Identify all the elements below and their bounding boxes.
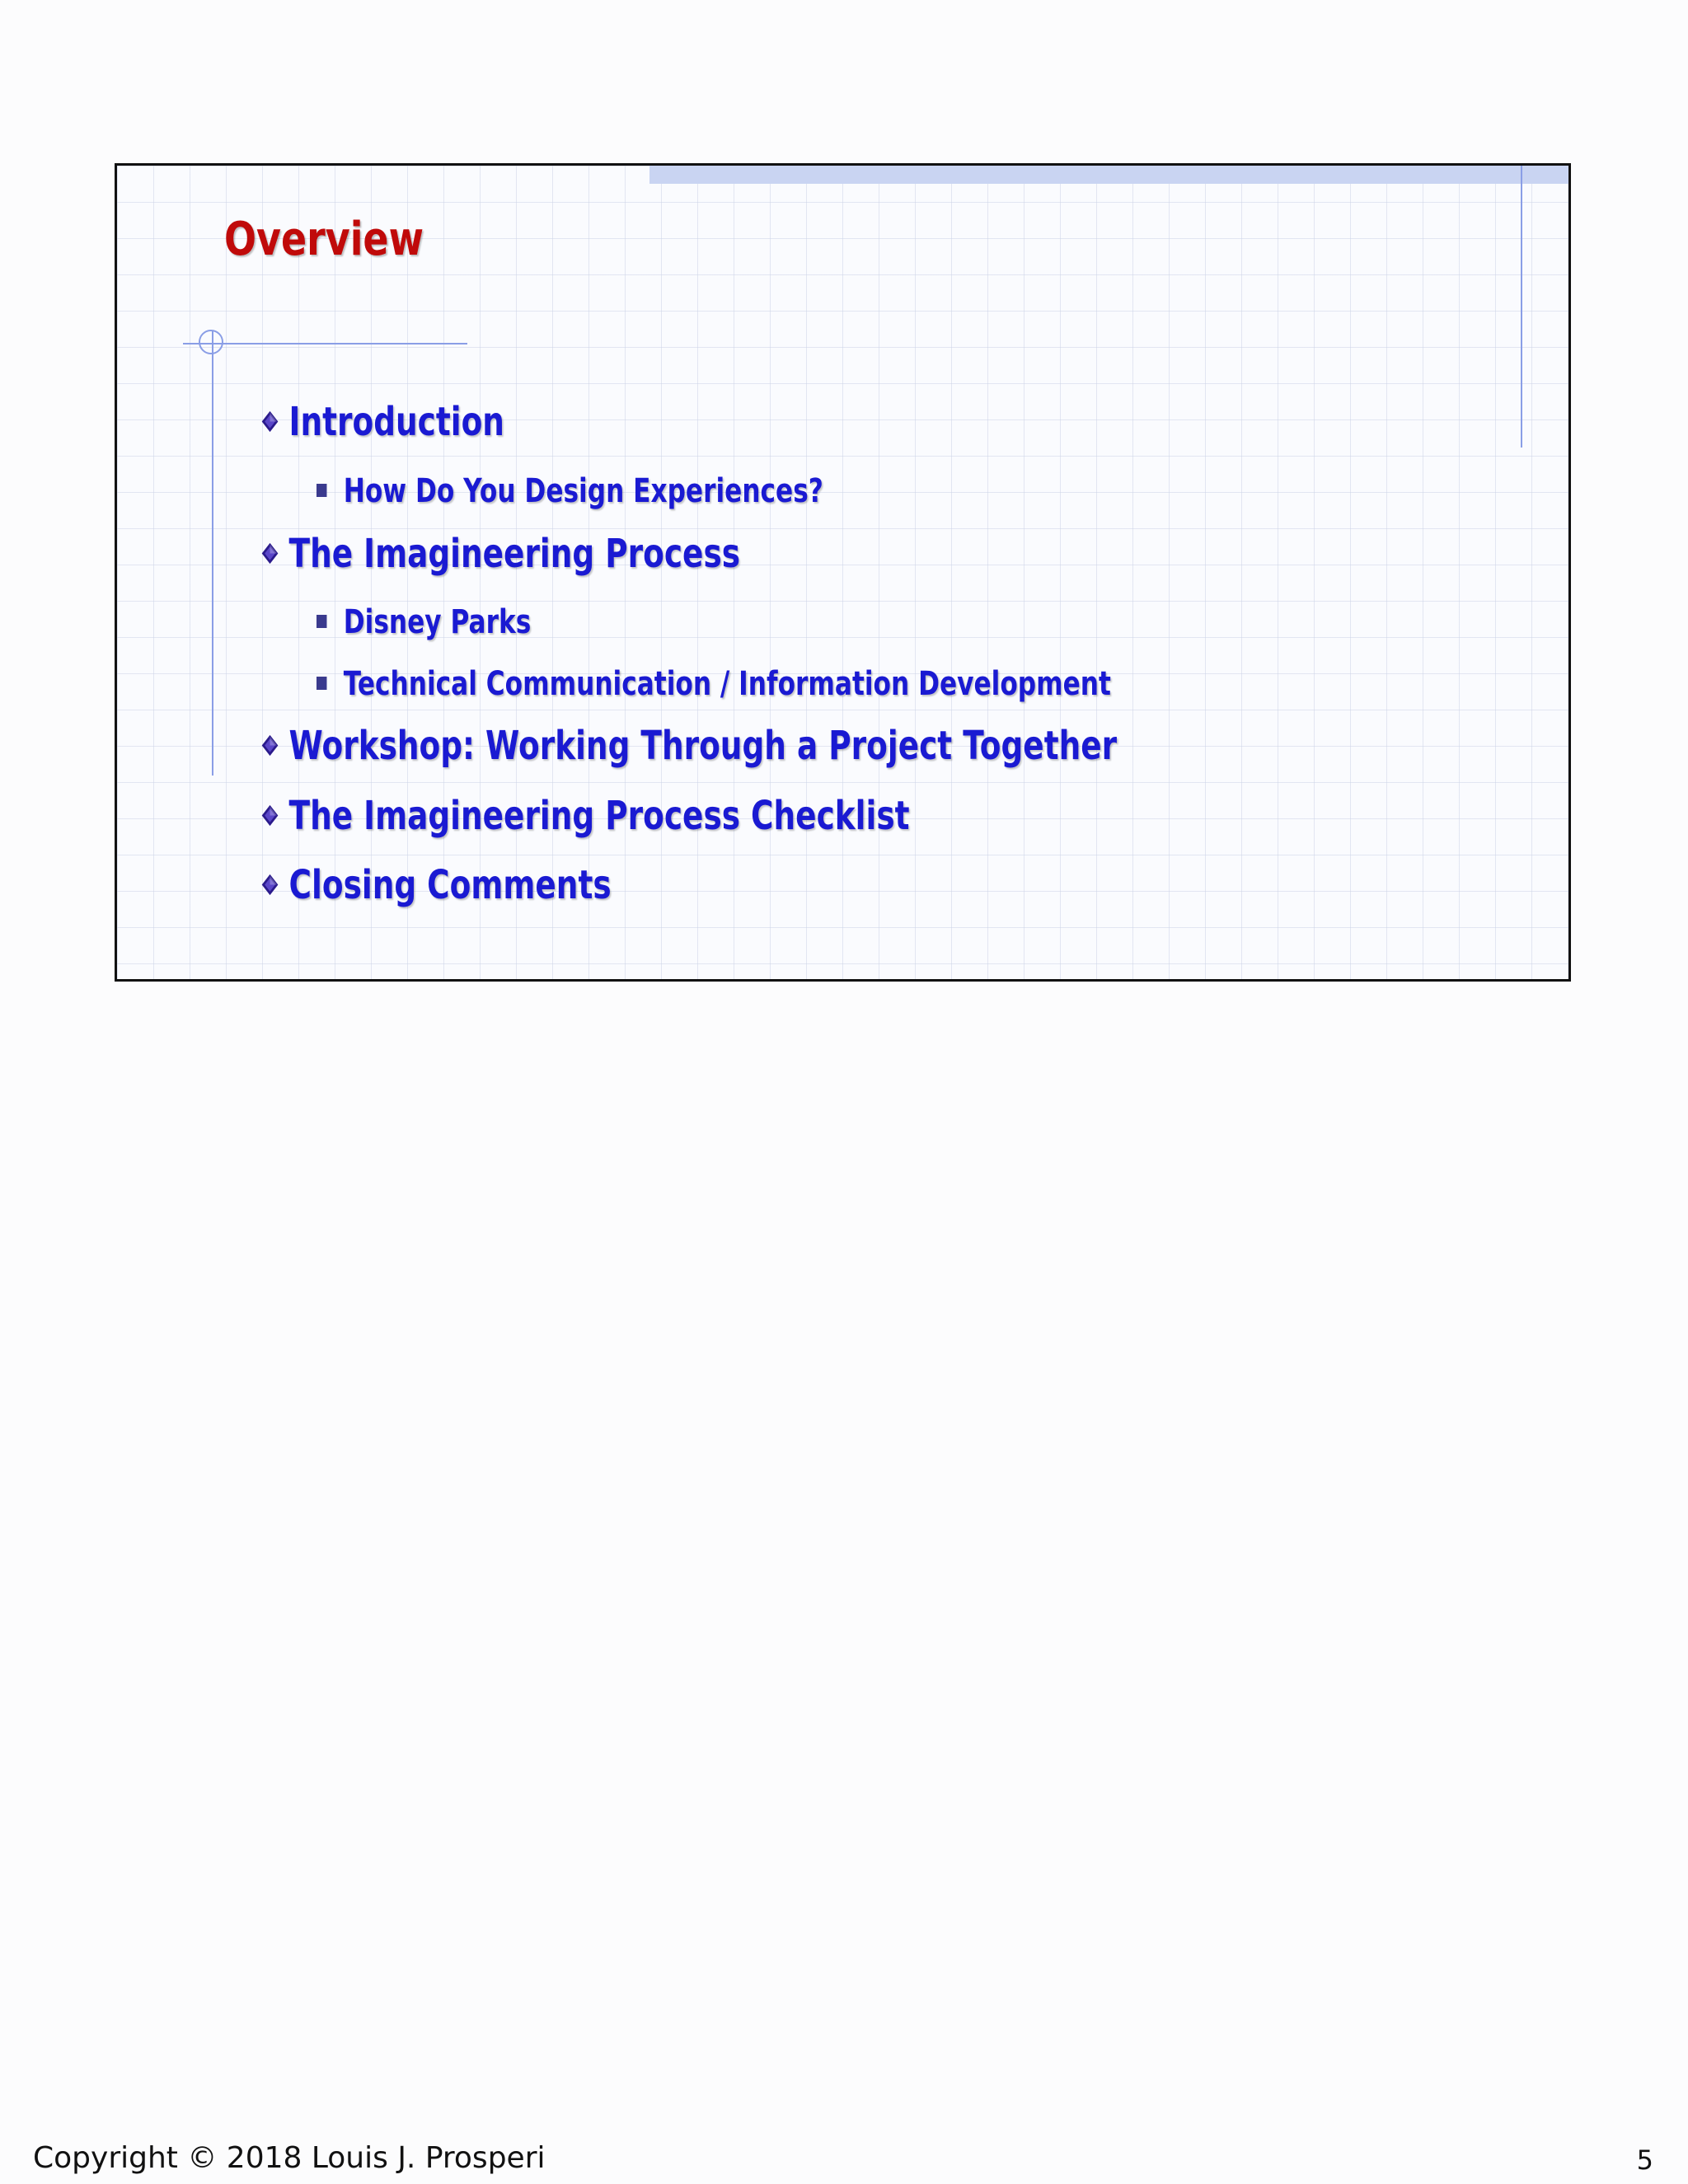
sub-bullet-item (316, 472, 823, 510)
bullet-text: Introduction (288, 399, 504, 445)
page-number: 5 (1636, 2144, 1653, 2176)
bullet-text: The Imagineering Process (288, 531, 741, 577)
bullet-text: Closing Comments (288, 862, 612, 908)
bullet-text: Workshop: Working Through a Project Together (288, 723, 1118, 769)
square-bullet-icon (316, 615, 326, 628)
diamond-bullet-icon (261, 804, 279, 827)
bullet-item (261, 723, 1118, 769)
sub-bullet-text: How Do You Design Experiences? (343, 472, 823, 510)
bullet-item (261, 399, 504, 445)
sub-bullet-text: Disney Parks (343, 603, 532, 641)
sub-bullet-item (316, 603, 532, 641)
diamond-bullet-icon (261, 874, 279, 896)
slide (115, 163, 1571, 982)
square-bullet-icon (316, 484, 326, 497)
square-bullet-icon (316, 677, 326, 690)
bullet-text: The Imagineering Process Checklist (288, 793, 910, 839)
sub-bullet-item (316, 665, 1111, 703)
diamond-bullet-icon (261, 734, 279, 757)
bullet-item (261, 862, 612, 908)
diamond-bullet-icon (261, 410, 279, 433)
bullet-item (261, 531, 741, 577)
bullet-list (117, 166, 1568, 979)
sub-bullet-text: Technical Communication / Information Development (343, 665, 1111, 703)
footer-copyright: Copyright © 2018 Louis J. Prosperi (33, 2141, 546, 2175)
diamond-bullet-icon (261, 542, 279, 565)
slide-title: Overview (224, 213, 424, 266)
bullet-item (261, 793, 910, 839)
